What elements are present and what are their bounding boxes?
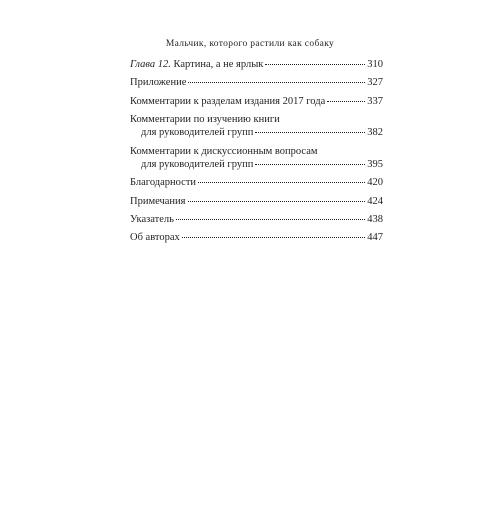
toc-page-number: 438 — [367, 214, 383, 226]
dot-leader — [255, 132, 365, 133]
toc-entry-title-line1: Комментарии к дискуссионным вопросам — [130, 145, 318, 157]
dot-leader — [327, 101, 365, 102]
toc-page-number: 420 — [367, 177, 383, 189]
chapter-label: Глава 12. — [130, 59, 171, 70]
toc-page-number: 382 — [367, 127, 383, 139]
toc-page-number: 424 — [367, 195, 383, 207]
dot-leader — [188, 201, 366, 202]
toc-page-number: 310 — [367, 59, 383, 70]
toc-entry-title-line1: Комментарии по изучению книги — [130, 113, 280, 125]
toc-entry-title: Приложение — [130, 77, 187, 89]
running-head: Мальчик, которого растили как собаку — [165, 39, 335, 49]
toc-entry-study-comments — [130, 113, 383, 140]
toc-page-number: 395 — [367, 159, 383, 171]
toc-entry-discussion-comments — [130, 145, 383, 172]
dot-leader — [255, 164, 365, 165]
toc-entry-index — [130, 213, 383, 227]
toc-entry-title: Картина, а не ярлык — [173, 59, 264, 70]
toc-entry-title: Указатель — [130, 214, 174, 226]
toc-entry-about-authors — [130, 231, 383, 245]
toc-entry-comments-2017 — [130, 95, 383, 109]
dot-leader — [198, 182, 365, 183]
table-of-contents — [130, 58, 383, 245]
toc-entry-title: Комментарии к разделам издания 2017 года — [130, 95, 326, 107]
toc-entry-title: Примечания — [130, 195, 186, 207]
toc-page-number: 447 — [367, 232, 383, 244]
dot-leader — [176, 219, 365, 220]
toc-entry-title-line2: для руководителей групп — [141, 127, 254, 139]
toc-entry-title: Благодарности — [130, 177, 197, 189]
dot-leader — [182, 237, 365, 238]
toc-entry-chapter-12 — [130, 58, 383, 72]
toc-entry-title: Об авторах — [130, 232, 180, 244]
toc-entry-notes — [130, 195, 383, 209]
toc-entry-title-line2: для руководителей групп — [141, 159, 254, 171]
dot-leader — [188, 82, 365, 83]
toc-entry-acknowledgements — [130, 176, 383, 190]
toc-entry-appendix — [130, 76, 383, 90]
dot-leader — [265, 64, 365, 65]
toc-page-number: 337 — [367, 95, 383, 107]
toc-page-number: 327 — [367, 77, 383, 89]
